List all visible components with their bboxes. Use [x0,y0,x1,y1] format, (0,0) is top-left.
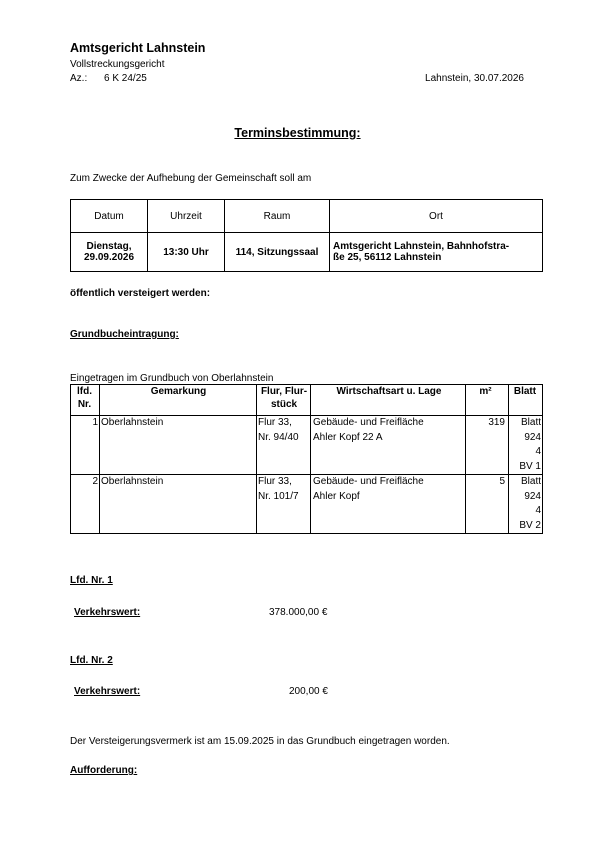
land-register-header-row [71,385,543,416]
case-number: 6 K 24/25 [104,73,147,84]
verkehrswert-1-value: 378.000,00 € [269,607,328,618]
intro-text: Zum Zwecke der Aufhebung der Gemeinschaft soll am [70,173,312,184]
wirt-line-2: Ahler Kopf [313,490,360,502]
blatt-line: BV 1 [519,460,541,472]
blatt-line: 4 [535,505,541,516]
land-register-heading: Grundbucheintragung: [70,329,179,340]
blatt-line: 924 [524,490,541,502]
cell-wirtschaftsart [311,475,466,534]
header-lfd-nr-line2: Nr. [77,399,92,410]
header-wirtschaftsart: Wirtschaftsart u. Lage [311,385,466,416]
header-flur [257,385,311,416]
register-note: Der Versteigerungsvermerk ist am 15.09.2025 in das Grundbuch eingetragen worden. [70,736,450,747]
appointment-table [70,199,543,272]
blatt-line: 4 [535,446,541,457]
verkehrswert-1-label: Verkehrswert: [74,607,141,618]
table-row [71,416,543,475]
lfd-nr-1-heading: Lfd. Nr. 1 [70,575,113,586]
document-title: Terminsbestimmung: [234,126,361,140]
flur-line-1: Flur 33, [258,476,292,487]
cell-wirtschaftsart [311,416,466,475]
header-blatt: Blatt [509,385,543,416]
cell-m2: 5 [466,475,509,534]
appointment-row [71,233,543,272]
header-m2: m² [466,385,509,416]
blatt-line: Blatt [520,476,541,487]
header-raum: Raum [225,200,330,233]
ort-line-1: Amtsgericht Lahnstein, Bahnhofstra- [333,241,510,252]
cell-gemarkung: Oberlahnstein [100,416,257,475]
blatt-line: Blatt [520,417,541,428]
cell-ort [330,233,543,272]
cell-lfd-nr: 1 [71,416,100,475]
appointment-header-row [71,200,543,233]
header-ort: Ort [330,200,543,233]
datum-date: 29.09.2026 [83,252,135,263]
request-heading: Aufforderung: [70,765,138,776]
blatt-line: 924 [524,431,541,443]
header-uhrzeit: Uhrzeit [148,200,225,233]
ort-line-2: ße 25, 56112 Lahnstein [333,252,442,263]
auction-statement: öffentlich versteigert werden: [70,288,211,299]
flur-line-2: Nr. 94/40 [258,431,299,443]
table-row [71,475,543,534]
cell-uhrzeit: 13:30 Uhr [148,233,225,272]
land-register-table [70,384,543,534]
header-gemarkung: Gemarkung [100,385,257,416]
wirt-line-1: Gebäude- und Freifläche [313,476,424,487]
header-lfd-nr-line1: lfd. [77,386,92,397]
wirt-line-1: Gebäude- und Freifläche [313,417,424,428]
header-datum: Datum [71,200,148,233]
wirt-line-2: Ahler Kopf 22 A [313,431,383,443]
court-name: Amtsgericht Lahnstein [70,41,206,55]
cell-blatt [509,475,543,534]
flur-line-1: Flur 33, [258,417,292,428]
place-date: Lahnstein, 30.07.2026 [425,73,524,84]
cell-flur [257,416,311,475]
cell-lfd-nr: 2 [71,475,100,534]
verkehrswert-2-label: Verkehrswert: [74,686,141,697]
lfd-nr-2-heading: Lfd. Nr. 2 [70,655,113,666]
header-flur-line2: stück [270,399,298,410]
header-lfd-nr [71,385,100,416]
header-flur-line1: Flur, Flur- [260,386,308,397]
cell-raum: 114, Sitzungssaal [225,233,330,272]
flur-line-2: Nr. 101/7 [258,490,299,502]
court-department: Vollstreckungsgericht [70,59,165,70]
case-number-label: Az.: [70,73,88,84]
land-register-intro: Eingetragen im Grundbuch von Oberlahnstein [70,373,274,384]
verkehrswert-2-value: 200,00 € [289,686,328,697]
datum-weekday: Dienstag, [86,241,132,252]
cell-blatt [509,416,543,475]
blatt-line: BV 2 [519,519,541,531]
cell-flur [257,475,311,534]
cell-m2: 319 [466,416,509,475]
cell-gemarkung: Oberlahnstein [100,475,257,534]
cell-datum [71,233,148,272]
